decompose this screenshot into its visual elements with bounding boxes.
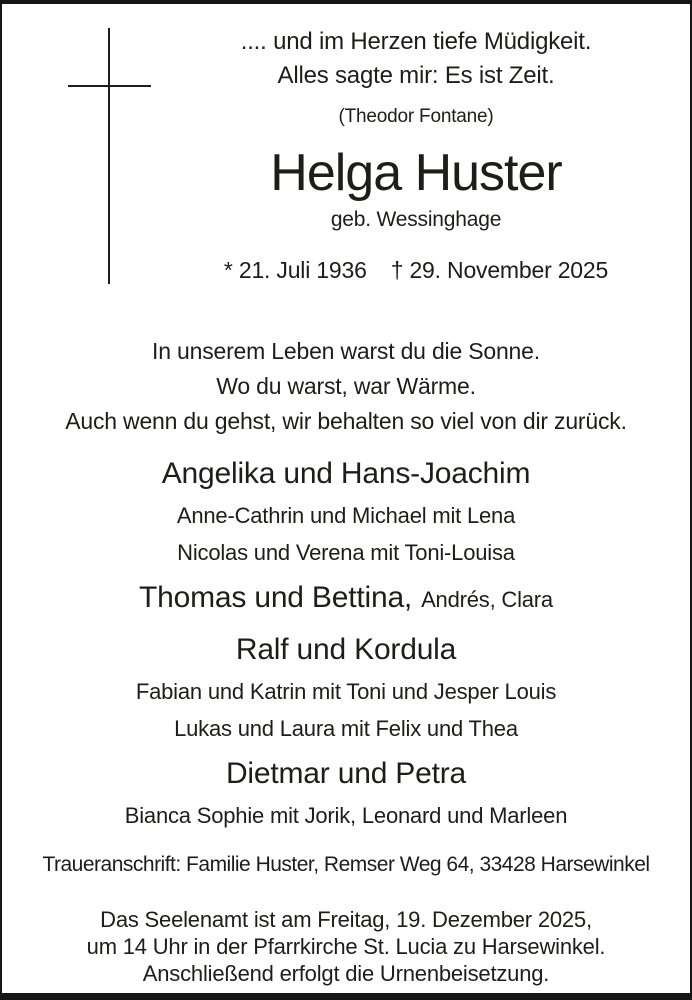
mourner-row: Bianca Sophie mit Jorik, Leonard und Marleen [124, 803, 568, 828]
mourner-row: Dietmar und Petra [225, 757, 467, 790]
death-date: † 29. November 2025 [390, 257, 609, 283]
maiden-name: geb. Wessinghage [330, 208, 502, 231]
poem-line: In unserem Leben warst du die Sonne. [152, 338, 540, 364]
quote-line: Alles sagte mir: Es ist Zeit. [277, 62, 555, 89]
cross-icon-horizontal-bar [68, 85, 151, 87]
mourner-row [2, 580, 690, 618]
mourner-row: Anne-Cathrin und Michael mit Lena [176, 503, 516, 528]
cross-icon-vertical-bar [108, 28, 110, 284]
poem-line: Wo du warst, war Wärme. [216, 373, 476, 399]
mourner-row: Ralf und Kordula [235, 633, 457, 666]
quote-attribution: (Theodor Fontane) [338, 106, 494, 127]
quote [142, 25, 690, 93]
deceased-name: Helga Huster [270, 144, 562, 202]
header [142, 25, 690, 284]
poem [2, 334, 690, 439]
service-line: um 14 Uhr in der Pfarrkirche St. Lucia zu Harsewinkel. [86, 934, 606, 959]
mourners-list [2, 442, 690, 840]
poem-line: Auch wenn du gehst, wir behalten so viel von dir zurück. [65, 408, 627, 434]
service-line: Das Seelenamt ist am Freitag, 19. Dezember 2025, [100, 907, 592, 932]
birth-date: * 21. Juli 1936 [223, 257, 367, 283]
service-line: Anschließend erfolgt die Urnenbeisetzung. [142, 961, 550, 986]
mourner-row: Lukas und Laura mit Felix und Thea [174, 716, 518, 741]
mourner-row: Fabian und Katrin mit Toni und Jesper Louis [135, 679, 557, 704]
mourner-children: Andrés, Clara [421, 587, 553, 612]
quote-line: .... und im Herzen tiefe Müdigkeit. [240, 28, 592, 55]
mourner-main: Thomas und Bettina, [139, 581, 413, 614]
service-info [2, 906, 690, 987]
mourning-address: Traueranschrift: Familie Huster, Remser Weg 64, 33428 Harsewinkel [42, 853, 650, 876]
life-dates [142, 256, 690, 284]
mourner-row: Nicolas und Verena mit Toni-Louisa [177, 540, 515, 565]
mourner-row: Angelika und Hans-Joachim [161, 457, 531, 490]
